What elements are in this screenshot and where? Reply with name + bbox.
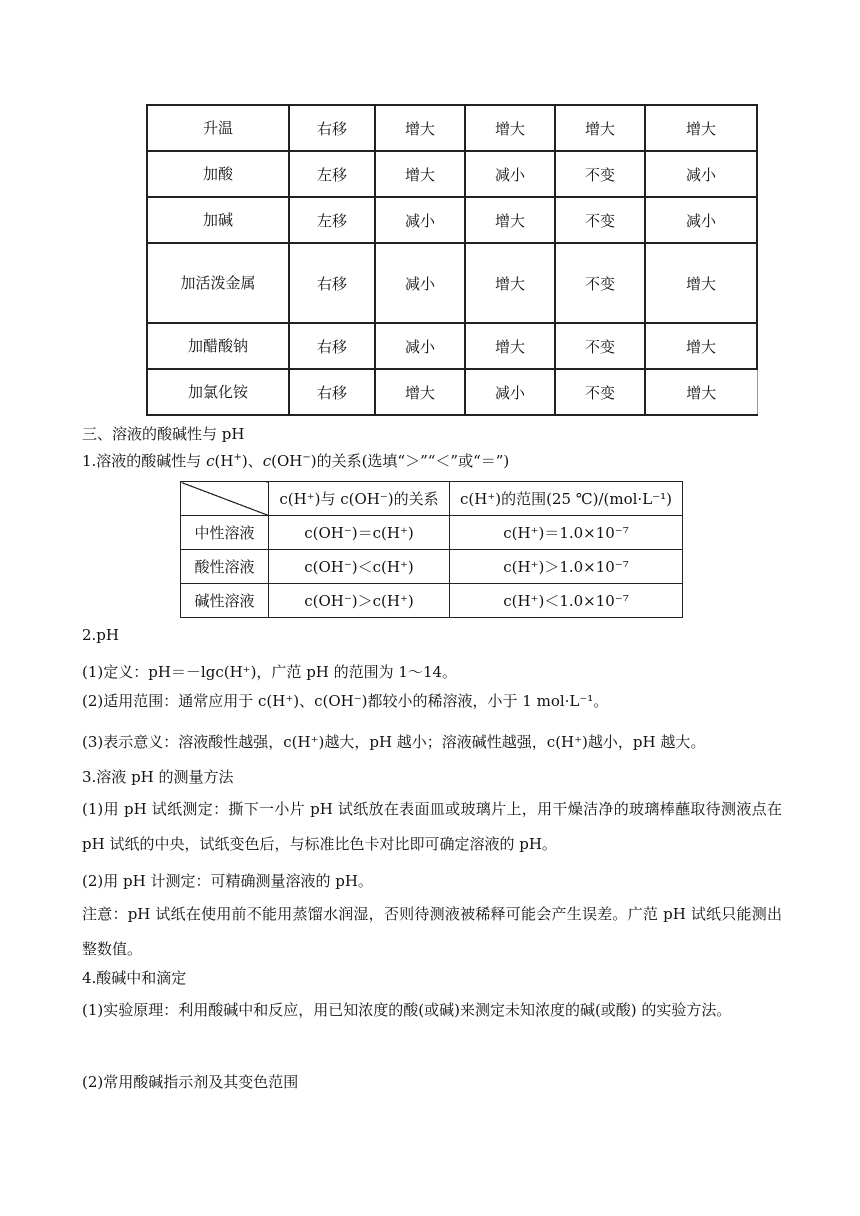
value-cell: 增大 [555, 105, 645, 151]
value-cell: 不变 [555, 197, 645, 243]
table-row [181, 584, 683, 618]
table-header-row [181, 482, 683, 516]
table-row [181, 516, 683, 550]
value-cell: 不变 [555, 323, 645, 369]
ph-paper-note: 注意：pH 试纸在使用前不能用蒸馏水润湿，否则待测液被稀释可能会产生误差。广范 pH 试纸只能测出整数值。 [82, 905, 782, 958]
value-cell: 增大 [375, 369, 465, 415]
row-relation: c(OH⁻)＜c(H⁺) [269, 550, 450, 584]
value-cell: 减小 [375, 243, 465, 323]
value-cell: 减小 [645, 151, 757, 197]
table-row [147, 105, 757, 151]
value-cell: 减小 [465, 151, 555, 197]
item4-title: 4.酸碱中和滴定 [82, 969, 187, 987]
condition-cell: 加酸 [147, 151, 289, 197]
diagonal-header-cell [181, 482, 269, 516]
value-cell: 左移 [289, 197, 375, 243]
value-cell: 不变 [555, 151, 645, 197]
row-range: c(H⁺)＝1.0×10⁻⁷ [450, 516, 683, 550]
row-label: 酸性溶液 [181, 550, 269, 584]
ph-paper-method: (1)用 pH 试纸测定：撕下一小片 pH 试纸放在表面皿或玻璃片上，用干燥洁净的玻璃棒蘸取待测液点在 pH 试纸的中央，试纸变色后，与标准比色卡对比即可确定溶液的 pH。 [82, 800, 782, 853]
equilibrium-shift-table [146, 104, 758, 416]
value-cell: 增大 [465, 105, 555, 151]
condition-cell: 加氯化铵 [147, 369, 289, 415]
row-label: 中性溶液 [181, 516, 269, 550]
table-row [147, 243, 757, 323]
acidity-relation-table [180, 481, 683, 618]
row-relation: c(OH⁻)＞c(H⁺) [269, 584, 450, 618]
value-cell: 右移 [289, 243, 375, 323]
indicator-heading: (2)常用酸碱指示剂及其变色范围 [82, 1073, 299, 1091]
header-relation: c(H⁺)与 c(OH⁻)的关系 [269, 482, 450, 516]
condition-cell: 加活泼金属 [147, 243, 289, 323]
condition-cell: 升温 [147, 105, 289, 151]
condition-cell: 加醋酸钠 [147, 323, 289, 369]
value-cell: 减小 [375, 323, 465, 369]
titration-principle: (1)实验原理：利用酸碱中和反应，用已知浓度的酸(或碱)来测定未知浓度的碱(或酸) 的实验方法。 [82, 1001, 732, 1019]
value-cell: 增大 [375, 151, 465, 197]
ph-scope: (2)适用范围：通常应用于 c(H⁺)、c(OH⁻)都较小的稀溶液，小于 1 mol·L⁻¹。 [82, 692, 609, 710]
row-range: c(H⁺)＜1.0×10⁻⁷ [450, 584, 683, 618]
value-cell: 增大 [645, 369, 757, 415]
value-cell: 减小 [375, 197, 465, 243]
item2-title: 2.pH [82, 626, 119, 644]
value-cell: 增大 [465, 323, 555, 369]
value-cell: 增大 [375, 105, 465, 151]
value-cell: 右移 [289, 105, 375, 151]
value-cell: 不变 [555, 243, 645, 323]
value-cell: 不变 [555, 369, 645, 415]
value-cell: 增大 [645, 105, 757, 151]
header-range: c(H⁺)的范围(25 ℃)/(mol·L⁻¹) [450, 482, 683, 516]
item3-title: 3.溶液 pH 的测量方法 [82, 768, 234, 786]
value-cell: 减小 [465, 369, 555, 415]
row-range: c(H⁺)＞1.0×10⁻⁷ [450, 550, 683, 584]
table-row [147, 323, 757, 369]
ph-meter-method: (2)用 pH 计测定：可精确测量溶液的 pH。 [82, 872, 373, 890]
row-label: 碱性溶液 [181, 584, 269, 618]
table-row [147, 369, 757, 415]
table-row [147, 197, 757, 243]
value-cell: 左移 [289, 151, 375, 197]
value-cell: 增大 [645, 243, 757, 323]
item1-heading: 1.溶液的酸碱性与 c(H+)、c(OH−)的关系(选填“＞”“＜”或“＝”) [82, 452, 510, 470]
table-row [147, 151, 757, 197]
value-cell: 增大 [465, 197, 555, 243]
ph-meaning: (3)表示意义：溶液酸性越强，c(H⁺)越大，pH 越小；溶液碱性越强，c(H⁺)越小，pH 越大。 [82, 733, 706, 751]
row-relation: c(OH⁻)＝c(H⁺) [269, 516, 450, 550]
value-cell: 右移 [289, 369, 375, 415]
section-heading: 三、溶液的酸碱性与 pH [82, 425, 245, 443]
value-cell: 减小 [645, 197, 757, 243]
value-cell: 增大 [465, 243, 555, 323]
condition-cell: 加碱 [147, 197, 289, 243]
value-cell: 右移 [289, 323, 375, 369]
ph-definition: (1)定义：pH＝－lgc(H⁺)，广范 pH 的范围为 1～14。 [82, 663, 458, 681]
value-cell: 增大 [645, 323, 757, 369]
table-row [181, 550, 683, 584]
